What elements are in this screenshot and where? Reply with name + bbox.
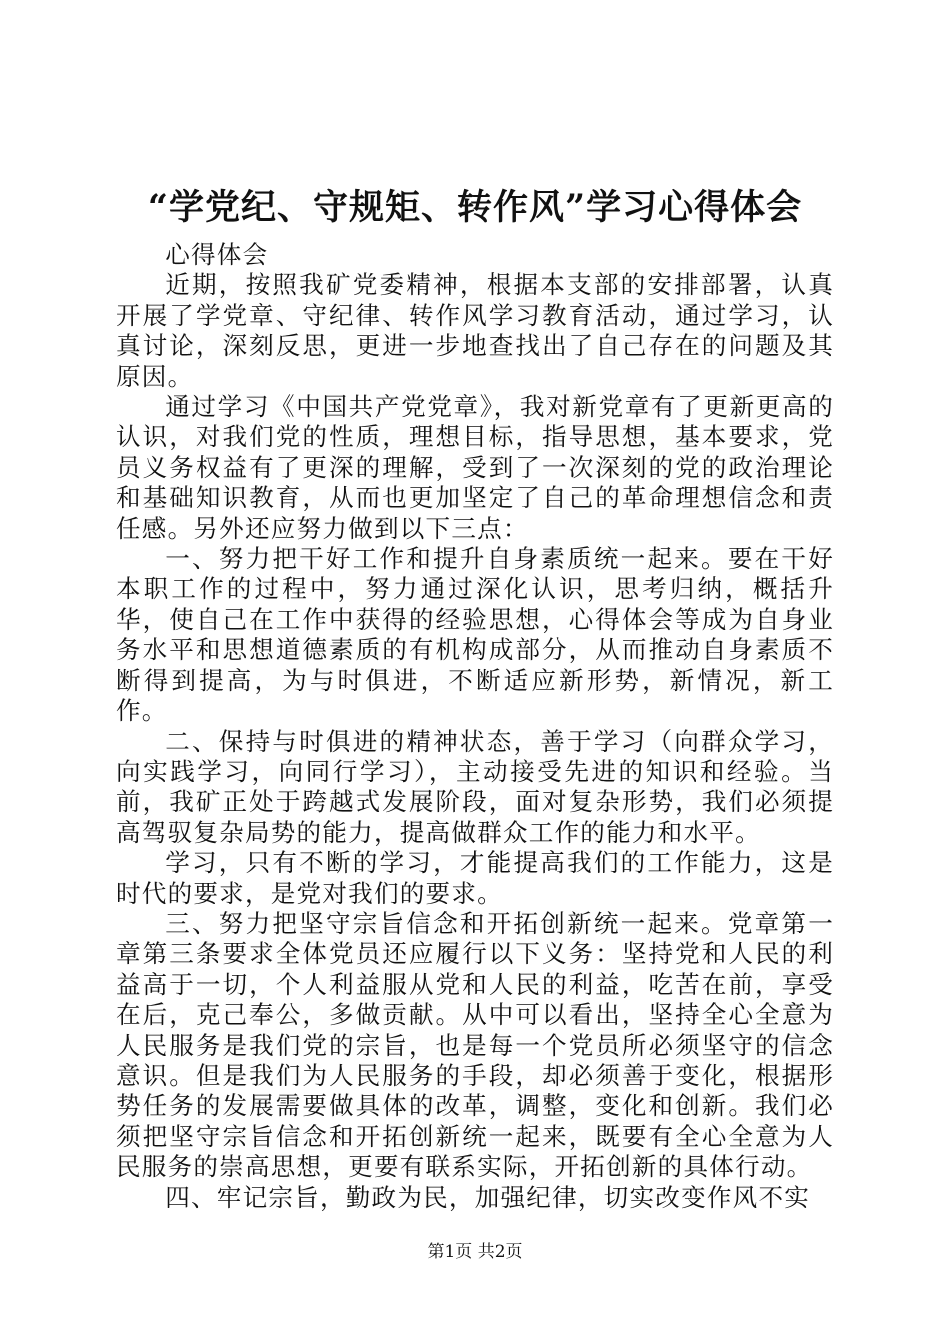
paragraph: 四、牢记宗旨，勤政为民，加强纪律，切实改变作风不实 <box>165 1182 811 1212</box>
document-body <box>116 240 834 1213</box>
paragraph: 三、努力把坚守宗旨信念和开拓创新统一起来。党章第一章第三条要求全体党员还应履行以下义务：坚持党和人民的利益高于一切，个人利益服从党和人民的利益，吃苦在前，享受在后，克己奉公，多做贡献。从中可以看出，坚持全心全意为人民服务是我们党的宗旨，也是每一个党员所必须坚守的信念意识。但是我们为人民服务的手段，却必须善于变化，根据形势任务的发展需要做具体的改革，调整，变化和创新。我们必须把坚守宗旨信念和开拓创新统一起来，既要有全心全意为人民服务的崇高思想，更要有联系实际，开拓创新的具体行动。 <box>116 908 834 1182</box>
paragraph: 近期，按照我矿党委精神，根据本支部的安排部署，认真开展了学党章、守纪律、转作风学习教育活动，通过学习，认真讨论，深刻反思，更进一步地查找出了自己存在的问题及其原因。 <box>116 270 834 391</box>
paragraph: 学习，只有不断的学习，才能提高我们的工作能力，这是时代的要求，是党对我们的要求。 <box>116 848 834 908</box>
paragraph: 一、努力把干好工作和提升自身素质统一起来。要在干好本职工作的过程中，努力通过深化认识，思考归纳，概括升华，使自己在工作中获得的经验思想，心得体会等成为自身业务水平和思想道德素质的有机构成部分，从而推动自身素质不断得到提高，为与时俱进，不断适应新形势，新情况，新工作。 <box>116 544 834 726</box>
page-number: 第1页 共2页 <box>427 1242 523 1262</box>
page-footer <box>0 1240 950 1264</box>
paragraph: 二、保持与时俱进的精神状态，善于学习（向群众学习，向实践学习，向同行学习），主动接受先进的知识和经验。当前，我矿正处于跨越式发展阶段，面对复杂形势，我们必须提高驾驭复杂局势的能力，提高做群众工作的能力和水平。 <box>116 726 834 847</box>
paragraph: 心得体会 <box>165 240 269 269</box>
paragraph: 通过学习《中国共产党党章》，我对新党章有了更新更高的认识，对我们党的性质，理想目标，指导思想，基本要求，党员义务权益有了更深的理解，受到了一次深刻的党的政治理论和基础知识教育，从而也更加坚定了自己的革命理想信念和责任感。另外还应努力做到以下三点： <box>116 392 834 543</box>
document-title: “学党纪、守规矩、转作风”学习心得体会 <box>147 187 803 228</box>
